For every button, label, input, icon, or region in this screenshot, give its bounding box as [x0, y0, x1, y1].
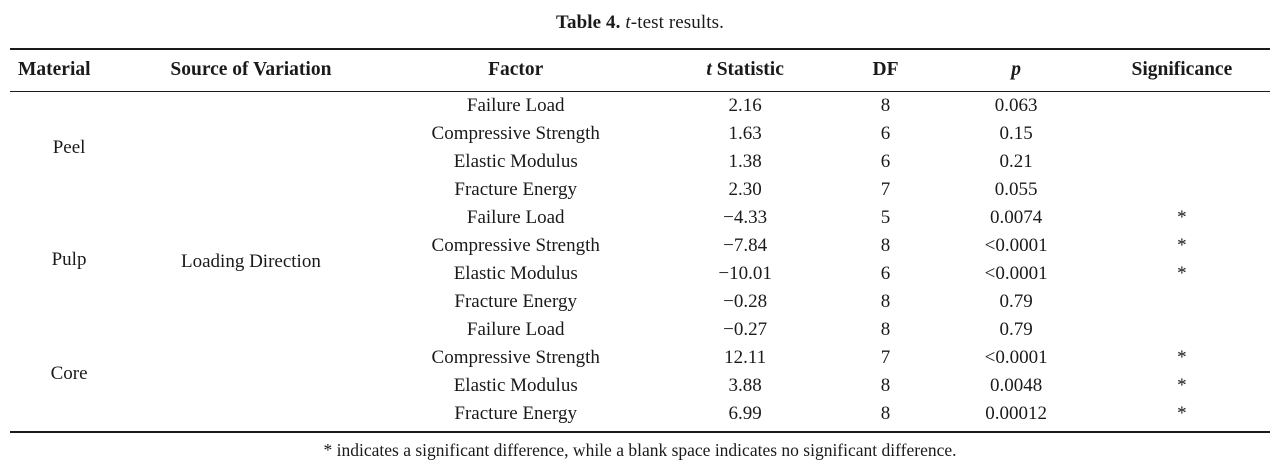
cell-significance: * [1177, 235, 1187, 256]
cell-df: 5 [880, 207, 891, 228]
cell-p: 0.15 [999, 123, 1033, 144]
cell-factor: Elastic Modulus [453, 151, 578, 172]
cell-df: 8 [880, 375, 891, 396]
cell-t-statistic: −4.33 [723, 207, 768, 228]
cell-factor: Failure Load [466, 95, 565, 116]
cell-significance [1094, 120, 1270, 148]
cell-factor: Failure Load [466, 319, 565, 340]
column-header-factor: Factor [374, 49, 658, 92]
caption-rest: -test results. [630, 12, 724, 33]
table-caption [10, 0, 1270, 48]
cell-significance: * [1177, 207, 1187, 228]
table-header-row [10, 49, 1270, 92]
cell-factor: Elastic Modulus [453, 375, 578, 396]
cell-df: 8 [880, 291, 891, 312]
table-footnote: * indicates a significant difference, while a blank space indicates no significant difference. [323, 440, 957, 460]
cell-t-statistic: −0.28 [723, 291, 768, 312]
cell-t-statistic: −7.84 [723, 235, 768, 256]
column-header-t-statistic [658, 49, 833, 92]
cell-t-statistic: 1.38 [728, 151, 762, 172]
cell-factor: Fracture Energy [454, 403, 577, 424]
p-italic: p [1011, 59, 1021, 80]
cell-p: 0.00012 [985, 403, 1047, 424]
cell-df: 8 [880, 403, 891, 424]
column-header-source-of-variation: Source of Variation [128, 49, 374, 92]
cell-p: <0.0001 [984, 235, 1048, 256]
cell-t-statistic: 12.11 [724, 347, 767, 368]
column-header-material: Material [10, 49, 128, 92]
cell-significance [1094, 316, 1270, 344]
cell-p: 0.21 [999, 151, 1033, 172]
cell-significance: * [1177, 403, 1187, 424]
cell-p: 0.79 [999, 319, 1033, 340]
cell-df: 8 [880, 235, 891, 256]
cell-factor: Compressive Strength [431, 123, 600, 144]
cell-factor: Failure Load [466, 207, 565, 228]
cell-source-of-variation: Loading Direction [181, 250, 321, 272]
cell-df: 8 [880, 319, 891, 340]
cell-significance: * [1177, 263, 1187, 284]
cell-p: 0.0048 [990, 375, 1043, 396]
column-header-significance: Significance [1094, 49, 1270, 92]
table-body [10, 92, 1270, 432]
cell-significance: * [1177, 375, 1187, 396]
cell-p: 0.79 [999, 291, 1033, 312]
caption-label: Table 4. [556, 12, 621, 33]
cell-df: 7 [880, 347, 891, 368]
cell-df: 6 [880, 263, 891, 284]
t-statistic-rest: Statistic [711, 59, 784, 80]
cell-factor: Compressive Strength [431, 235, 600, 256]
cell-t-statistic: −0.27 [723, 319, 768, 340]
table-header [10, 49, 1270, 92]
cell-t-statistic: −10.01 [718, 263, 772, 284]
cell-p: 0.0074 [990, 207, 1043, 228]
cell-df: 6 [880, 151, 891, 172]
cell-significance [1094, 92, 1270, 121]
cell-df: 6 [880, 123, 891, 144]
cell-significance: * [1177, 347, 1187, 368]
cell-t-statistic: 2.30 [728, 179, 762, 200]
cell-material-core: Core [50, 362, 88, 384]
cell-p: 0.055 [994, 179, 1038, 200]
table-row [10, 92, 1270, 121]
cell-factor: Fracture Energy [454, 179, 577, 200]
caption-text [625, 12, 724, 33]
cell-t-statistic: 2.16 [728, 95, 762, 116]
caption-italic-t: t [625, 12, 631, 33]
cell-factor: Compressive Strength [431, 347, 600, 368]
cell-p: <0.0001 [984, 263, 1048, 284]
column-header-df: DF [833, 49, 939, 92]
cell-p: 0.063 [994, 95, 1038, 116]
cell-significance [1094, 288, 1270, 316]
cell-df: 7 [880, 179, 891, 200]
cell-material-peel: Peel [52, 137, 86, 158]
column-header-p [939, 49, 1094, 92]
ttest-results-table [10, 48, 1270, 431]
cell-df: 8 [880, 95, 891, 116]
cell-t-statistic: 6.99 [728, 403, 762, 424]
cell-p: <0.0001 [984, 347, 1048, 368]
cell-t-statistic: 1.63 [728, 123, 762, 144]
cell-t-statistic: 3.88 [728, 375, 762, 396]
cell-material-pulp: Pulp [51, 249, 87, 270]
cell-significance [1094, 176, 1270, 204]
cell-significance [1094, 148, 1270, 176]
t-statistic-italic: t [706, 59, 712, 80]
cell-factor: Fracture Energy [454, 291, 577, 312]
cell-factor: Elastic Modulus [453, 263, 578, 284]
